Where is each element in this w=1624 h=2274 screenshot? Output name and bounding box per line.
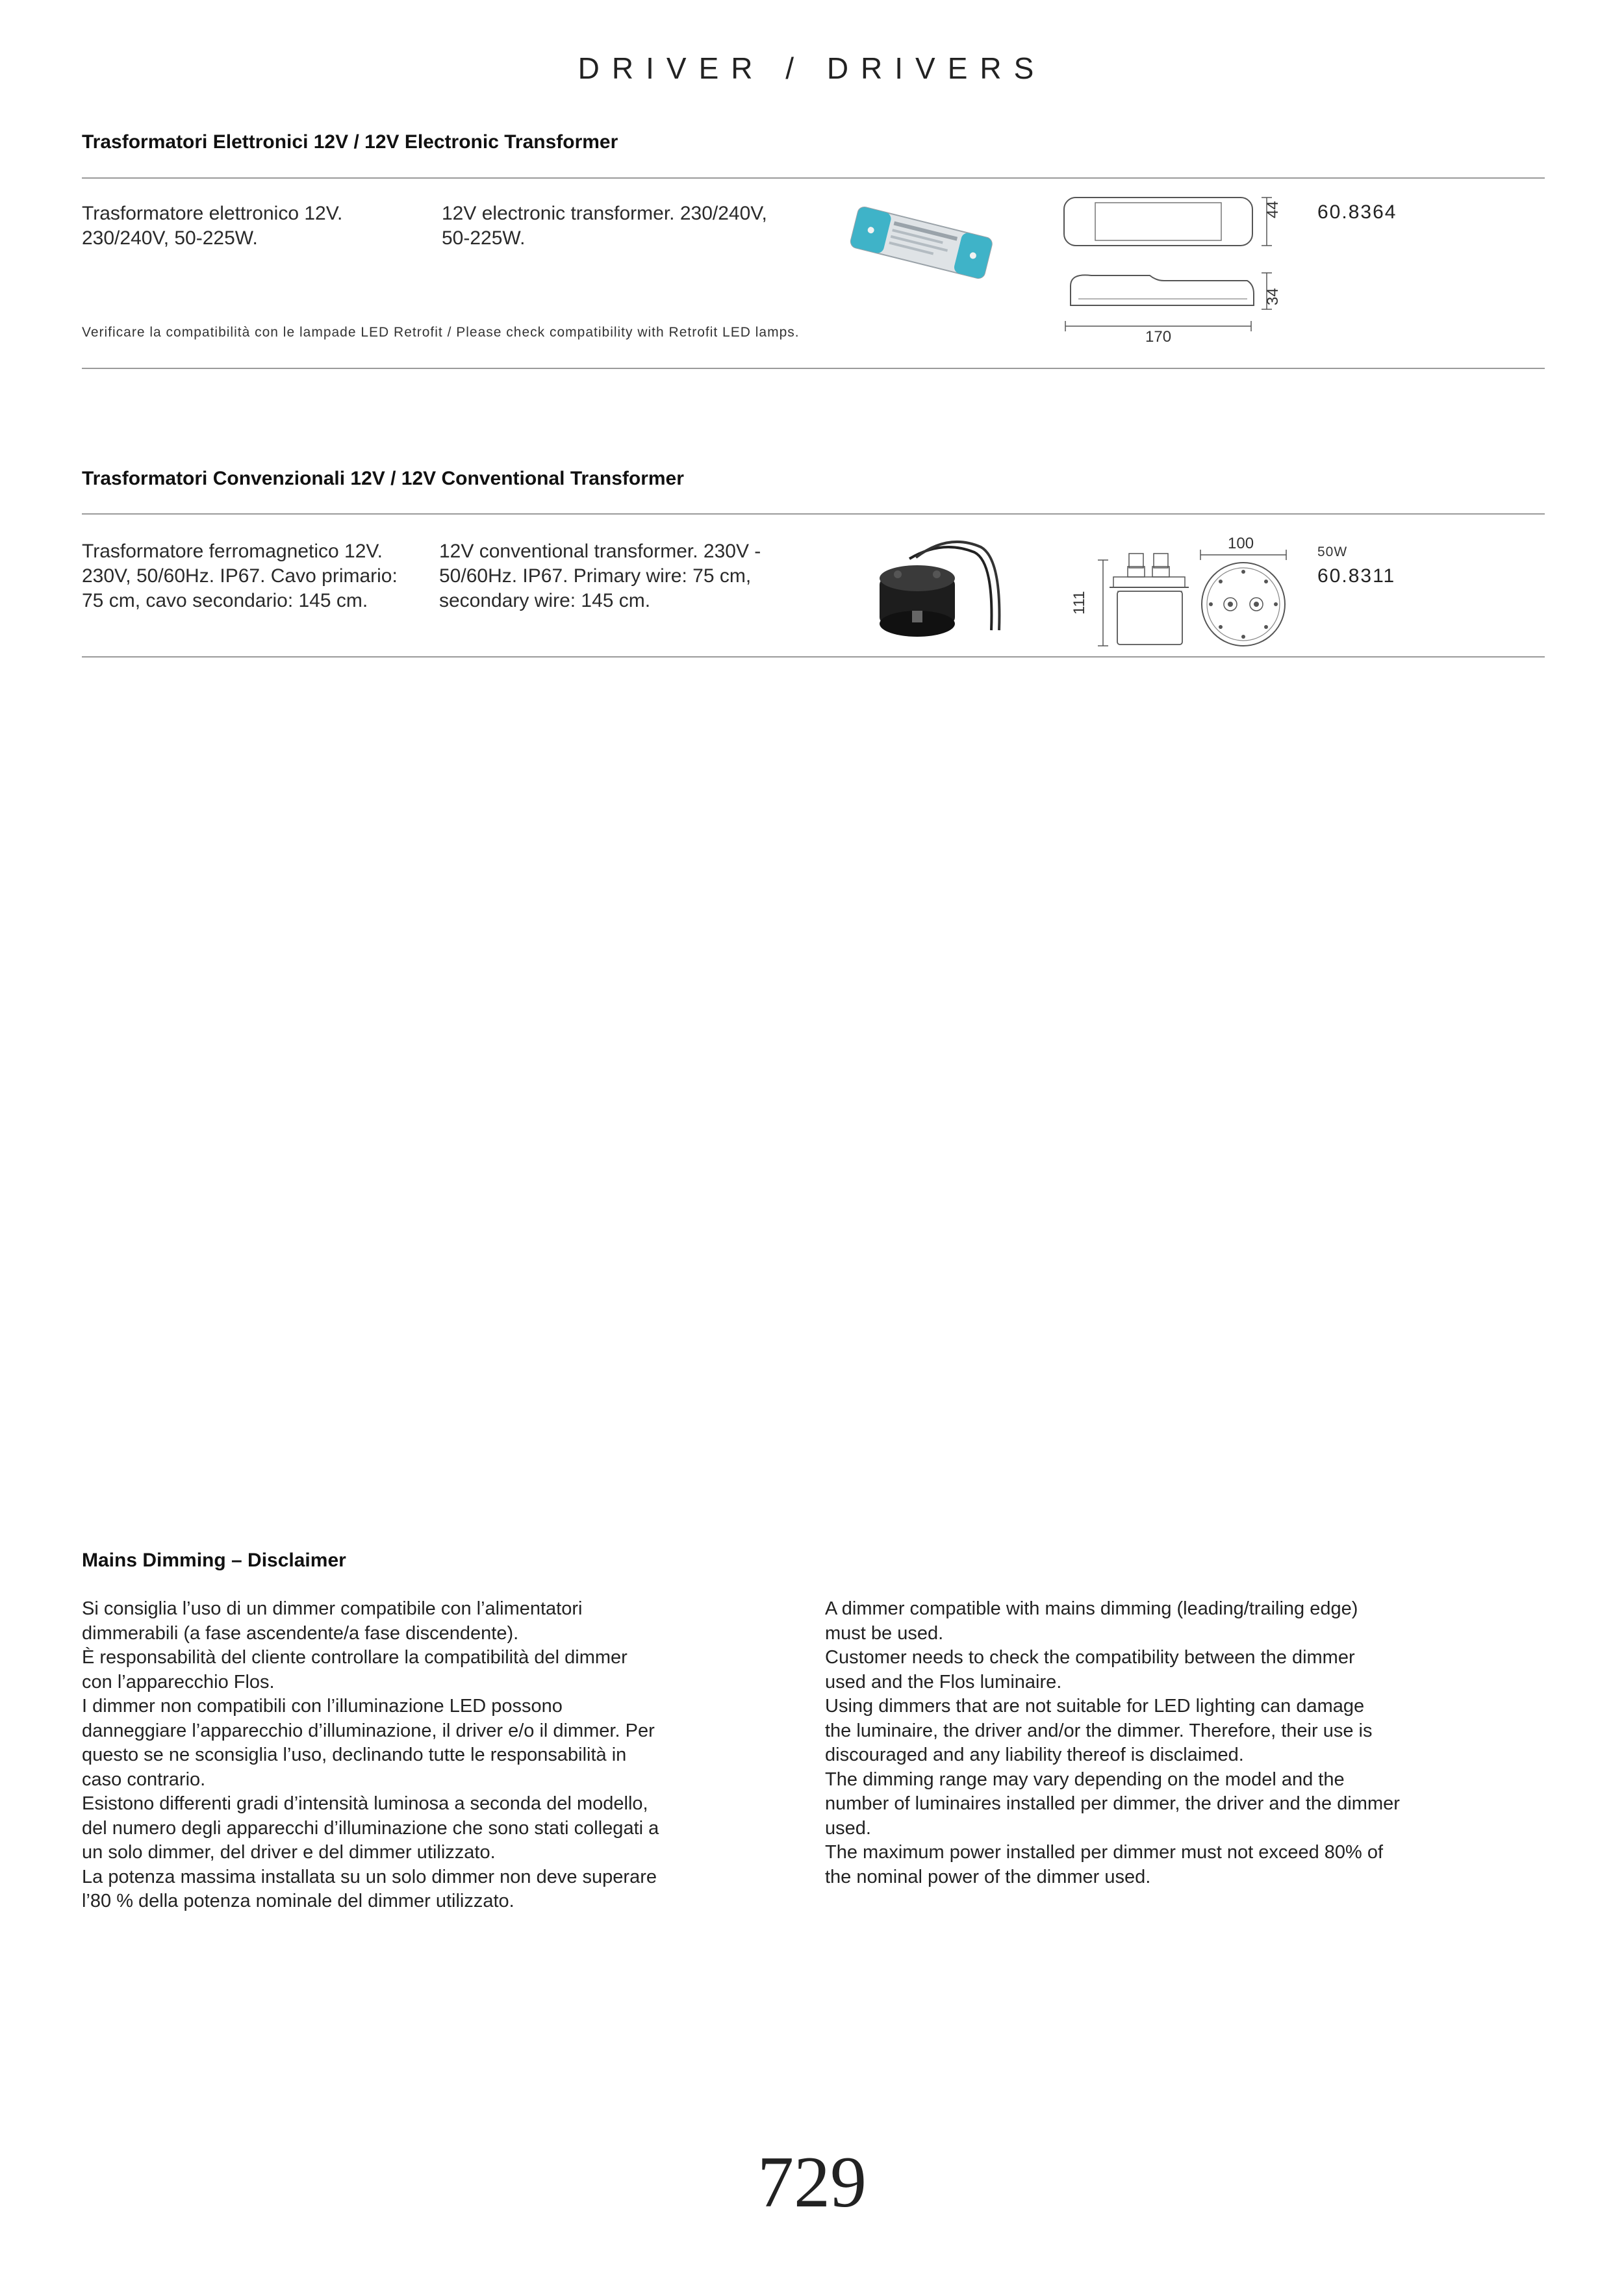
text-line: The dimming range may vary depending on the model and the bbox=[825, 1769, 1345, 1790]
text-line: 50/60Hz. IP67. Primary wire: 75 cm, bbox=[439, 565, 752, 587]
text-line: Using dimmers that are not suitable for LED lighting can damage bbox=[825, 1696, 1365, 1717]
text-line: del numero degli apparecchi d’illuminazione che sono stati collegati a bbox=[82, 1817, 659, 1839]
divider bbox=[82, 177, 1545, 179]
text-line: the luminaire, the driver and/or the dimmer. Therefore, their use is bbox=[825, 1720, 1373, 1741]
product-code: 60.8311 bbox=[1317, 565, 1396, 587]
text-line: I dimmer non compatibili con l’illuminazione LED possono bbox=[82, 1696, 563, 1717]
text-line: used and the Flos luminaire. bbox=[825, 1671, 1062, 1693]
product-code: 60.8364 bbox=[1317, 201, 1397, 223]
text-line: un solo dimmer, del driver e del dimmer utilizzato. bbox=[82, 1842, 496, 1863]
divider bbox=[82, 513, 1545, 515]
text-line: 50-225W. bbox=[442, 227, 526, 249]
section-electronic-description-it bbox=[82, 201, 342, 251]
section-electronic-heading: Trasformatori Elettronici 12V / 12V Electronic Transformer bbox=[82, 131, 618, 153]
text-line: danneggiare l’apparecchio d’illuminazione, il driver e/o il dimmer. Per bbox=[82, 1720, 655, 1741]
dimension-diameter: 100 bbox=[1228, 535, 1254, 552]
page-number: 729 bbox=[757, 2142, 867, 2223]
disclaimer-text-it bbox=[82, 1597, 659, 1914]
text-line: A dimmer compatible with mains dimming (leading/trailing edge) bbox=[825, 1598, 1358, 1619]
divider bbox=[82, 368, 1545, 369]
text-line: Esistono differenti gradi d’intensità luminosa a seconda del modello, bbox=[82, 1793, 648, 1814]
text-line: The maximum power installed per dimmer must not exceed 80% of bbox=[825, 1842, 1384, 1863]
dimension-height: 44 bbox=[1264, 201, 1282, 218]
text-line: 230V, 50/60Hz. IP67. Cavo primario: bbox=[82, 565, 398, 587]
section-conventional-description-en bbox=[439, 539, 761, 613]
page-title: DRIVER / DRIVERS bbox=[577, 51, 1047, 85]
dimension-height: 111 bbox=[1071, 591, 1088, 615]
text-line: con l’apparecchio Flos. bbox=[82, 1671, 275, 1693]
text-line: caso contrario. bbox=[82, 1769, 206, 1790]
text-line: Trasformatore elettronico 12V. bbox=[82, 203, 343, 224]
section-conventional-heading: Trasformatori Convenzionali 12V / 12V Conventional Transformer bbox=[82, 468, 684, 489]
section-conventional-description-it bbox=[82, 539, 398, 613]
conventional-transformer-photo bbox=[864, 533, 1007, 643]
disclaimer-heading: Mains Dimming – Disclaimer bbox=[82, 1550, 346, 1571]
text-line: used. bbox=[825, 1817, 871, 1839]
text-line: discouraged and any liability thereof is disclaimed. bbox=[825, 1744, 1244, 1765]
text-line: La potenza massima installata su un solo dimmer non deve superare bbox=[82, 1866, 657, 1887]
section-electronic-description-en bbox=[442, 201, 767, 251]
dimension-depth: 34 bbox=[1264, 288, 1282, 305]
text-line: 12V conventional transformer. 230V - bbox=[439, 541, 761, 562]
text-line: È responsabilità del cliente controllare la compatibilità del dimmer bbox=[82, 1647, 628, 1668]
text-line: l’80 % della potenza nominale del dimmer utilizzato. bbox=[82, 1891, 514, 1911]
text-line: must be used. bbox=[825, 1622, 944, 1644]
text-line: Customer needs to check the compatibility between the dimmer bbox=[825, 1647, 1355, 1668]
text-line: dimmerabili (a fase ascendente/a fase discendente). bbox=[82, 1622, 519, 1644]
text-line: Si consiglia l’uso di un dimmer compatibile con l’alimentatori bbox=[82, 1598, 583, 1619]
text-line: 230/240V, 50-225W. bbox=[82, 227, 258, 249]
text-line: Trasformatore ferromagnetico 12V. bbox=[82, 541, 383, 562]
wattage-label: 50W bbox=[1317, 544, 1348, 559]
disclaimer-text-en bbox=[825, 1597, 1400, 1889]
text-line: secondary wire: 145 cm. bbox=[439, 590, 651, 611]
compatibility-note: Verificare la compatibilità con le lampade LED Retrofit / Please check compatibility with Retrofit LED lamps. bbox=[82, 325, 800, 340]
text-line: number of luminaires installed per dimmer, the driver and the dimmer bbox=[825, 1793, 1400, 1814]
electronic-transformer-photo bbox=[844, 195, 1000, 292]
text-line: questo se ne sconsiglia l’uso, declinando tutte le responsabilità in bbox=[82, 1744, 627, 1765]
text-line: 75 cm, cavo secondario: 145 cm. bbox=[82, 590, 368, 611]
text-line: 12V electronic transformer. 230/240V, bbox=[442, 203, 767, 224]
text-line: the nominal power of the dimmer used. bbox=[825, 1866, 1151, 1887]
dimension-length: 170 bbox=[1145, 328, 1172, 346]
conventional-transformer-drawing bbox=[1091, 541, 1312, 651]
divider bbox=[82, 656, 1545, 658]
